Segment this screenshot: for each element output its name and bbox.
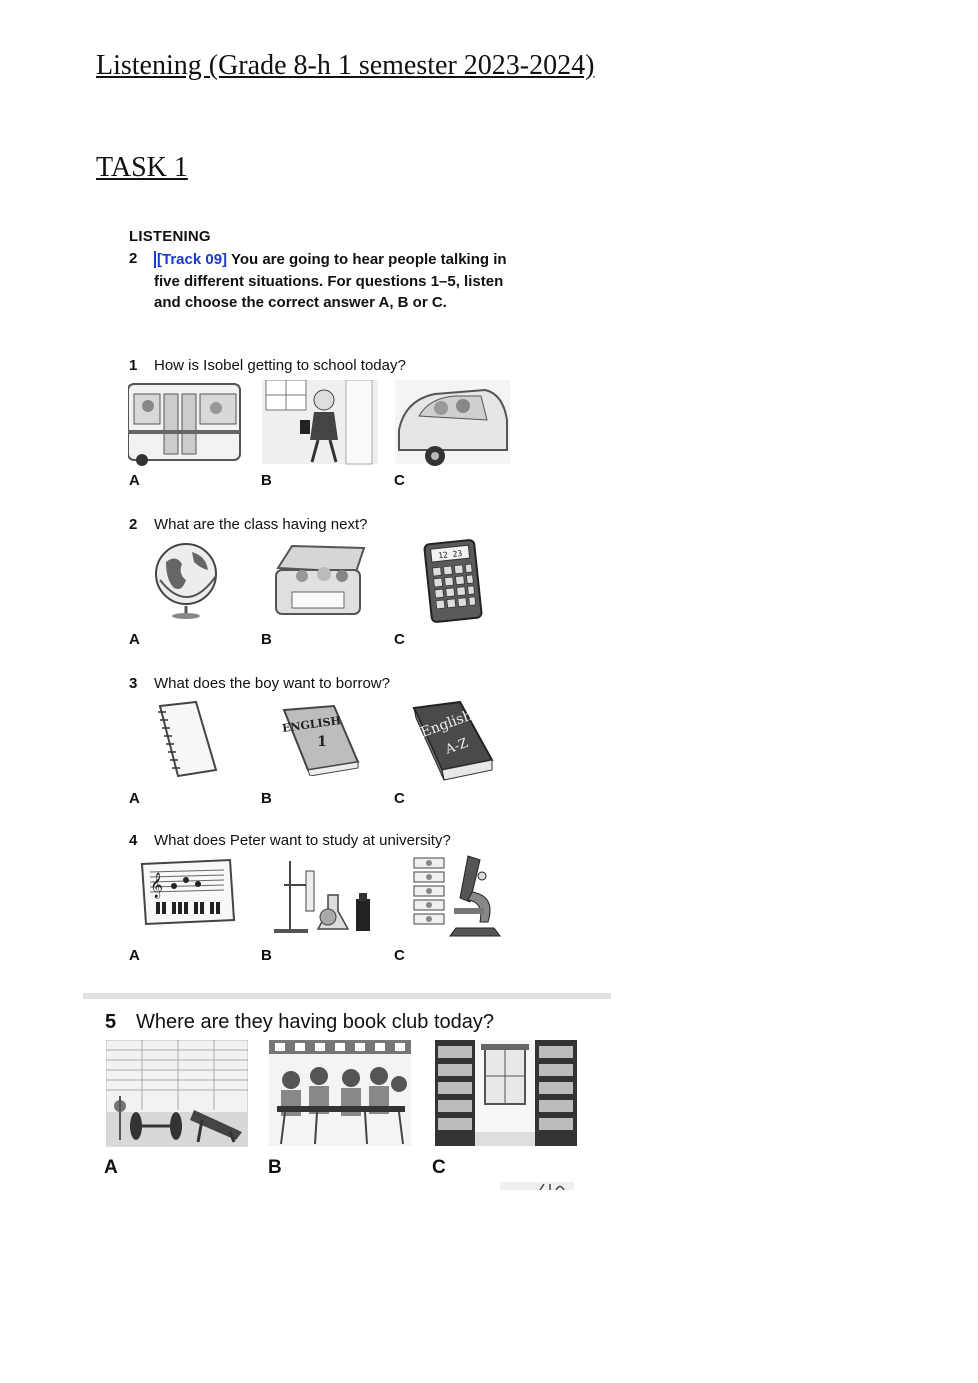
english-book-icon: [278, 704, 362, 776]
music-sheet-icon: [138, 858, 236, 928]
option-label[interactable]: C: [394, 472, 405, 489]
task-title: TASK 1: [96, 152, 188, 183]
gym-icon: [106, 1040, 248, 1148]
dictionary-sub-label: A-Z: [443, 735, 471, 758]
english-book-number: 1: [317, 734, 327, 750]
question-4: [129, 832, 451, 849]
option-label[interactable]: C: [394, 790, 405, 807]
option-label[interactable]: A: [104, 1157, 118, 1178]
document-title: Listening (Grade 8-h 1 semester 2023-2024): [96, 50, 595, 81]
question-text: What does Peter want to study at university?: [154, 832, 451, 849]
chemistry-lab-icon: [270, 855, 376, 935]
option-label[interactable]: A: [129, 472, 140, 489]
question-number: 5: [105, 1011, 117, 1033]
track-label: [Track 09]: [154, 251, 227, 268]
option-label[interactable]: B: [261, 472, 272, 489]
microscope-icon: [410, 852, 502, 940]
walking-girl-icon: [262, 380, 378, 466]
dictionary-icon: [408, 700, 498, 784]
cafe-meeting-icon: [269, 1040, 411, 1146]
question-3: [129, 675, 390, 692]
option-label[interactable]: C: [432, 1157, 446, 1178]
calculator-display: 12 23: [437, 548, 463, 561]
question-1: [129, 357, 406, 374]
svg-text:𝄞: 𝄞: [150, 873, 164, 898]
question-text: How is Isobel getting to school today?: [154, 357, 406, 374]
lunchbox-icon: [272, 542, 368, 620]
question-number: 4: [129, 832, 138, 849]
section-heading: LISTENING: [129, 228, 211, 245]
school-bus-icon: [128, 380, 242, 466]
question-text: What are the class having next?: [154, 516, 368, 533]
option-label[interactable]: C: [394, 631, 405, 648]
dictionary-label: English: [418, 707, 475, 741]
car-icon: [395, 380, 510, 466]
question-text: Where are they having book club today?: [136, 1011, 494, 1033]
question-number: 3: [129, 675, 138, 692]
cropped-page-marker: [500, 1182, 574, 1190]
question-number: 1: [129, 357, 138, 374]
instruction-body: You are going to hear people talking in five different situations. For questions 1–5, listen and choose the correct answer A, B or C.: [154, 251, 507, 312]
english-book-label: ENGLISH: [281, 713, 342, 736]
option-label[interactable]: B: [261, 790, 272, 807]
instruction-text: [154, 249, 514, 314]
option-label[interactable]: A: [129, 631, 140, 648]
globe-icon: [152, 540, 222, 620]
calculator-icon: [422, 538, 484, 624]
option-label[interactable]: A: [129, 947, 140, 964]
library-icon: [435, 1040, 577, 1148]
option-label[interactable]: C: [394, 947, 405, 964]
section-divider: [83, 993, 611, 999]
option-label[interactable]: B: [268, 1157, 282, 1178]
question-number: 2: [129, 516, 138, 533]
notebook-icon: [156, 700, 220, 780]
option-label[interactable]: A: [129, 790, 140, 807]
question-5: [105, 1011, 494, 1034]
option-label[interactable]: B: [261, 947, 272, 964]
question-2: [129, 516, 367, 533]
instruction-number: 2: [129, 250, 138, 267]
option-label[interactable]: B: [261, 631, 272, 648]
question-text: What does the boy want to borrow?: [154, 675, 390, 692]
